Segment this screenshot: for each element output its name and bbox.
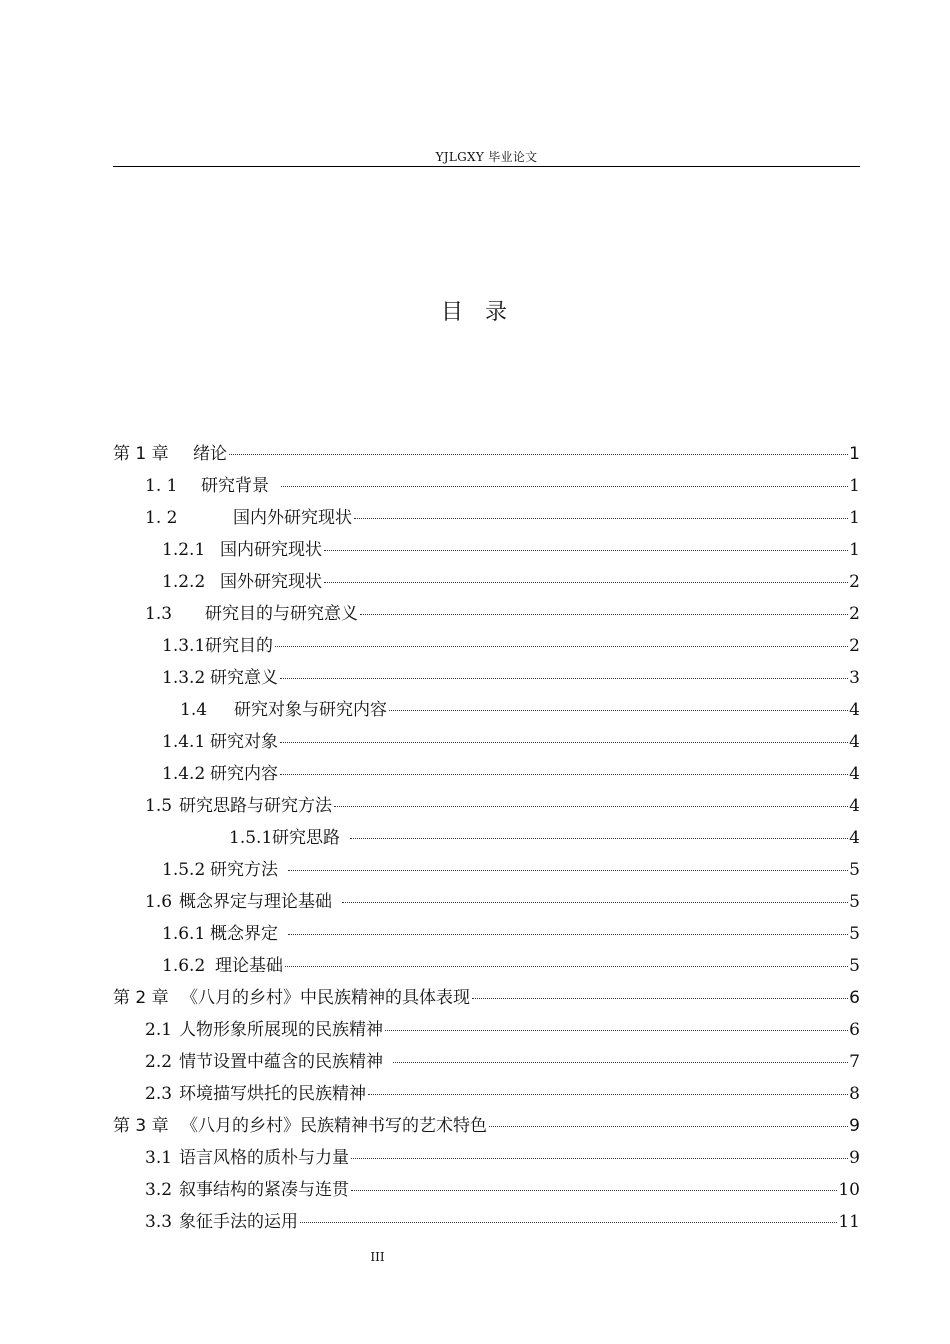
- toc-label: 研究意义: [210, 668, 278, 688]
- toc-label: 环境描写烘托的民族精神: [179, 1084, 366, 1104]
- page-number: III: [370, 1250, 385, 1264]
- dot-leader: [324, 582, 848, 583]
- toc-entry[interactable]: [113, 729, 860, 761]
- toc-page: 8: [849, 1084, 860, 1104]
- toc-entry[interactable]: [113, 601, 860, 633]
- toc-number: 1.3.2: [162, 668, 206, 688]
- toc-page: 6: [849, 1020, 860, 1040]
- table-of-contents: [113, 441, 860, 1241]
- toc-number: 1.5: [145, 796, 173, 816]
- toc-label: 研究内容: [210, 764, 278, 784]
- dot-leader: [351, 1158, 848, 1159]
- dot-leader: [389, 710, 848, 711]
- toc-number: 1.6.1: [162, 924, 206, 944]
- toc-number: 1.2.1: [162, 540, 206, 560]
- toc-label: 研究方法: [210, 860, 278, 880]
- dot-leader: [472, 998, 848, 999]
- toc-page: 1: [849, 508, 860, 528]
- toc-entry[interactable]: [113, 505, 860, 537]
- toc-entry[interactable]: [113, 985, 860, 1017]
- toc-label: 概念界定: [210, 924, 278, 944]
- toc-number: 1. 1: [145, 476, 178, 496]
- toc-number: 2.3: [145, 1084, 173, 1104]
- toc-entry[interactable]: [113, 1113, 860, 1145]
- dot-leader: [275, 646, 848, 647]
- toc-page: 4: [849, 732, 860, 752]
- toc-page: 4: [849, 700, 860, 720]
- toc-page: 4: [849, 828, 860, 848]
- dot-leader: [351, 1190, 837, 1191]
- toc-title: 目录: [440, 300, 529, 325]
- toc-entry[interactable]: [113, 857, 860, 889]
- toc-label: 概念界定与理论基础: [179, 892, 332, 912]
- toc-label: 研究思路与研究方法: [179, 796, 332, 816]
- toc-label: 情节设置中蕴含的民族精神: [179, 1052, 383, 1072]
- toc-page: 7: [849, 1052, 860, 1072]
- toc-label: 研究对象: [210, 732, 278, 752]
- dot-leader: [300, 1222, 837, 1223]
- toc-entry[interactable]: [113, 1049, 860, 1081]
- toc-number: 第 3 章: [113, 1116, 169, 1136]
- toc-page: 2: [849, 604, 860, 624]
- toc-number: 1.6: [145, 892, 173, 912]
- toc-page: 10: [838, 1180, 860, 1200]
- toc-number: 1.3.1: [162, 636, 206, 656]
- toc-label: 《八月的乡村》中民族精神的具体表现: [181, 988, 470, 1008]
- dot-leader: [393, 1062, 848, 1063]
- toc-page: 4: [849, 764, 860, 784]
- toc-page: 5: [849, 956, 860, 976]
- toc-number: 2.2: [145, 1052, 173, 1072]
- dot-leader: [280, 678, 848, 679]
- dot-leader: [385, 1030, 848, 1031]
- toc-entry[interactable]: [113, 953, 860, 985]
- page-header: YJLGXY 毕业论文: [435, 150, 538, 164]
- toc-entry[interactable]: [113, 1177, 860, 1209]
- toc-number: 2.1: [145, 1020, 173, 1040]
- toc-page: 11: [838, 1212, 860, 1232]
- toc-entry[interactable]: [113, 697, 860, 729]
- toc-number: 1.5.2: [162, 860, 206, 880]
- toc-label: 语言风格的质朴与力量: [179, 1148, 349, 1168]
- toc-label: 研究思路: [272, 828, 340, 848]
- toc-number: 第 1 章: [113, 444, 169, 464]
- toc-label: 研究对象与研究内容: [234, 700, 387, 720]
- toc-label: 研究背景: [201, 476, 269, 496]
- dot-leader: [354, 518, 848, 519]
- toc-entry[interactable]: [113, 665, 860, 697]
- toc-entry[interactable]: [113, 569, 860, 601]
- toc-page: 3: [849, 668, 860, 688]
- toc-number: 1.3: [145, 604, 173, 624]
- dot-leader: [334, 806, 848, 807]
- toc-label: 研究目的: [205, 636, 273, 656]
- dot-leader: [324, 550, 848, 551]
- toc-entry[interactable]: [113, 1017, 860, 1049]
- dot-leader: [288, 870, 848, 871]
- toc-page: 2: [849, 636, 860, 656]
- toc-label: 《八月的乡村》民族精神书写的艺术特色: [181, 1116, 487, 1136]
- toc-entry[interactable]: [113, 825, 860, 857]
- toc-label: 象征手法的运用: [179, 1212, 298, 1232]
- toc-page: 4: [849, 796, 860, 816]
- dot-leader: [280, 742, 848, 743]
- toc-page: 5: [849, 924, 860, 944]
- toc-label: 理论基础: [215, 956, 283, 976]
- toc-label: 国内研究现状: [220, 540, 322, 560]
- toc-page: 2: [849, 572, 860, 592]
- toc-entry[interactable]: [113, 473, 860, 505]
- toc-entry[interactable]: [113, 761, 860, 793]
- toc-number: 3.2: [145, 1180, 173, 1200]
- toc-page: 6: [849, 988, 860, 1008]
- toc-label: 叙事结构的紧凑与连贯: [179, 1180, 349, 1200]
- toc-entry[interactable]: [113, 441, 860, 473]
- toc-entry[interactable]: [113, 921, 860, 953]
- toc-number: 1.4.2: [162, 764, 206, 784]
- toc-label: 国内外研究现状: [233, 508, 352, 528]
- dot-leader: [350, 838, 848, 839]
- toc-entry[interactable]: [113, 537, 860, 569]
- toc-number: 1.4: [180, 700, 208, 720]
- toc-number: 3.1: [145, 1148, 173, 1168]
- toc-number: 1. 2: [145, 508, 178, 528]
- toc-number: 1.5.1: [229, 828, 273, 848]
- toc-entry[interactable]: [113, 633, 860, 665]
- toc-entry[interactable]: [113, 1209, 860, 1241]
- toc-number: 3.3: [145, 1212, 173, 1232]
- dot-leader: [288, 934, 848, 935]
- toc-label: 人物形象所展现的民族精神: [179, 1020, 383, 1040]
- dot-leader: [368, 1094, 848, 1095]
- toc-page: 5: [849, 892, 860, 912]
- toc-entry[interactable]: [113, 1145, 860, 1177]
- toc-number: 1.2.2: [162, 572, 206, 592]
- header-rule: [113, 166, 860, 167]
- toc-entry[interactable]: [113, 889, 860, 921]
- dot-leader: [280, 774, 848, 775]
- toc-entry[interactable]: [113, 1081, 860, 1113]
- dot-leader: [489, 1126, 848, 1127]
- toc-page: 9: [849, 1116, 860, 1136]
- toc-label: 研究目的与研究意义: [205, 604, 358, 624]
- toc-label: 国外研究现状: [220, 572, 322, 592]
- dot-leader: [229, 454, 848, 455]
- toc-page: 9: [849, 1148, 860, 1168]
- dot-leader: [281, 486, 848, 487]
- toc-entry[interactable]: [113, 793, 860, 825]
- toc-number: 1.6.2: [162, 956, 206, 976]
- toc-number: 1.4.1: [162, 732, 206, 752]
- dot-leader: [360, 614, 848, 615]
- toc-page: 1: [849, 540, 860, 560]
- toc-label: 绪论: [193, 444, 227, 464]
- dot-leader: [342, 902, 848, 903]
- toc-number: 第 2 章: [113, 988, 169, 1008]
- toc-page: 1: [849, 476, 860, 496]
- toc-page: 5: [849, 860, 860, 880]
- toc-page: 1: [849, 444, 860, 464]
- dot-leader: [285, 966, 848, 967]
